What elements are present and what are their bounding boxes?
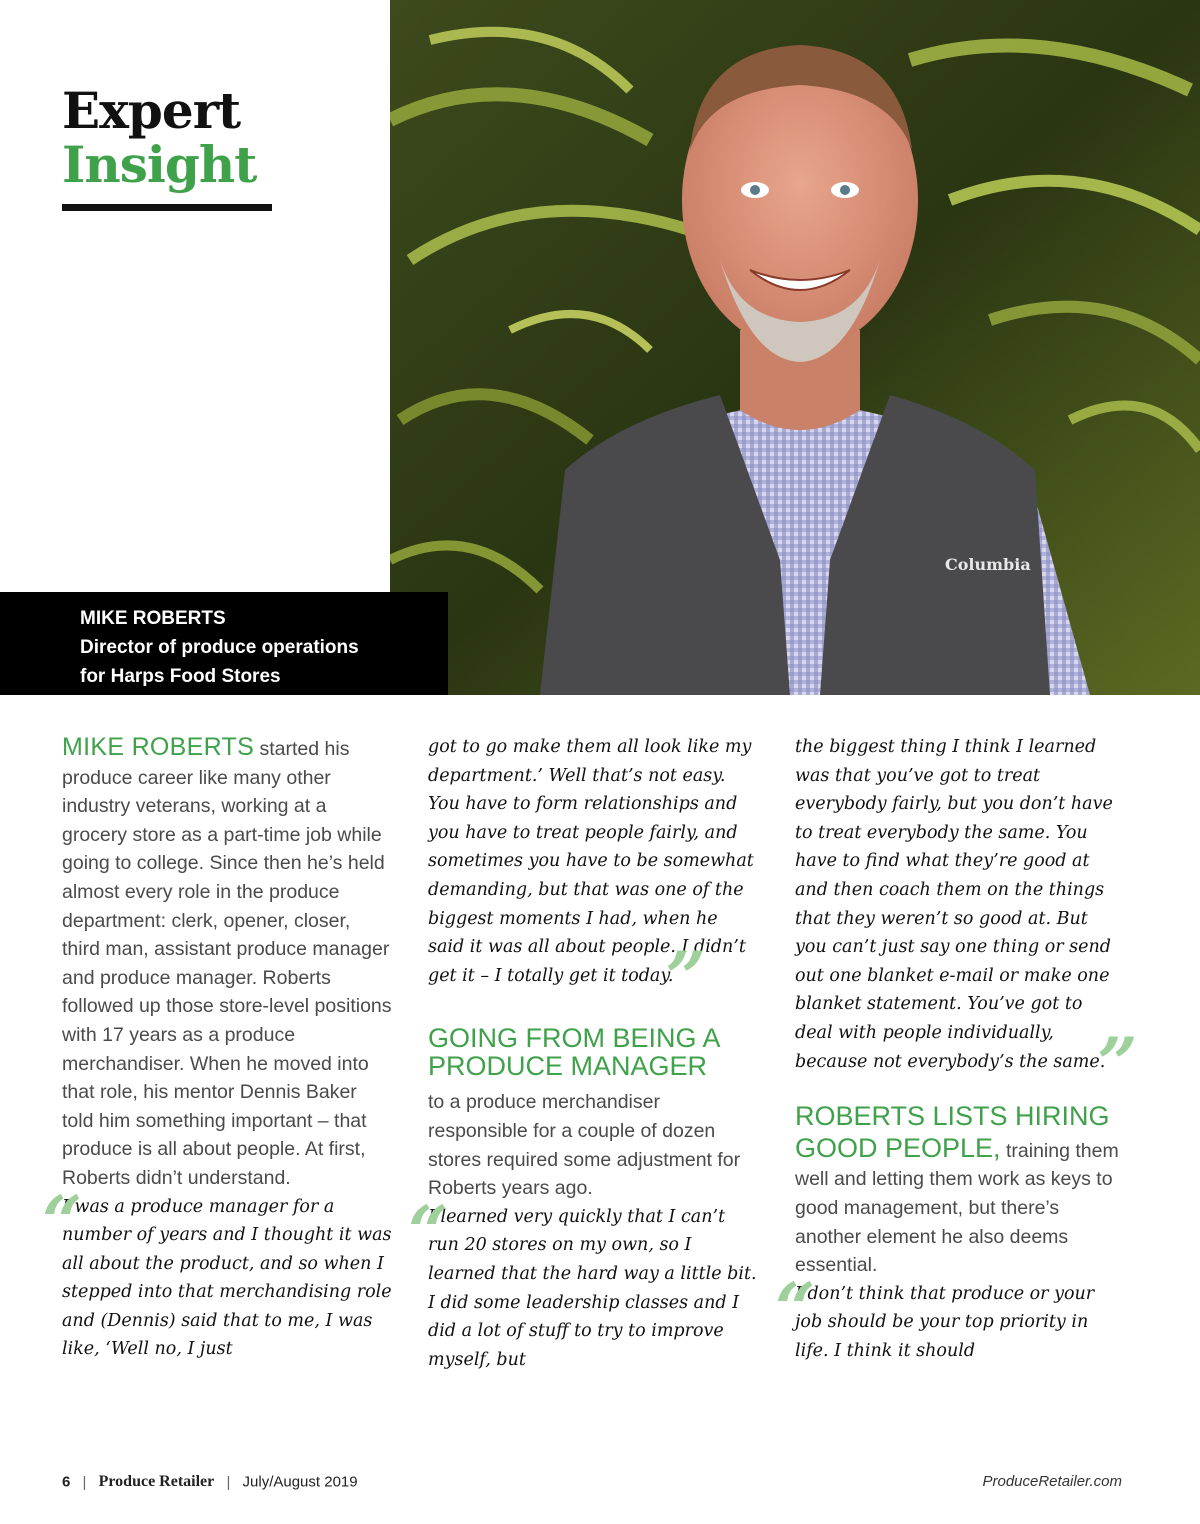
masthead-rule <box>62 204 272 211</box>
pull-quote-1-text: I was a produce manager for a number of years and I thought it was all about the product, and so when I stepped into that merchandising role and (Dennis) said that to me, I was like, ‘Well no, I just <box>62 1196 392 1360</box>
photo-caption <box>0 592 448 695</box>
article-column-3 <box>775 733 1138 1365</box>
pull-quote-2 <box>408 1189 758 1375</box>
footer-separator: | <box>82 1473 87 1491</box>
pull-quote-2-continued-text: the biggest thing I think I learned was that you’ve got to treat everybody fairly, but you don’t have to treat everybody the same. You have to find what they’re good at and then coach them on the things that they weren’t so good at. But you can’t just say one thing or send out one blanket e-mail or make one blanket statement. You’ve got to deal with people individually, because not everybody’s the same. <box>795 737 1113 1072</box>
masthead-line1: Expert <box>62 81 241 140</box>
publication-name: Produce Retailer <box>98 1473 215 1491</box>
open-quote-icon: “ <box>775 1266 816 1350</box>
pull-quote-3-text: I don’t think that produce or your job should be your top priority in life. I think it should <box>795 1283 1095 1361</box>
masthead-line2: Insight <box>62 135 257 194</box>
footer-separator: | <box>226 1473 231 1491</box>
subhead-2: ROBERTS LISTS HIRING GOOD PEOPLE, <box>795 1101 1110 1163</box>
lead-name: MIKE ROBERTS <box>62 733 255 761</box>
subhead-1: GOING FROM BEING A PRODUCE MANAGER <box>428 1023 720 1082</box>
article-column-2 <box>408 733 758 1374</box>
vest-logo: Columbia <box>945 555 1031 574</box>
pull-quote-2-continued <box>795 733 1138 1105</box>
pull-quote-2-text: I learned very quickly that I can’t run 20 stores on my own, so I learned that the hard way a little bit. I did some leadership classes and I did a lot of stuff to try to improve myself, but <box>428 1206 757 1370</box>
page-number: 6 <box>62 1473 71 1491</box>
pull-quote-1 <box>42 1179 392 1365</box>
caption-title-line1: Director of produce operations <box>80 637 359 658</box>
pull-quote-3 <box>775 1266 1125 1366</box>
page-footer <box>62 1473 1122 1497</box>
paragraph-2: to a produce merchandiser responsible for a couple of dozen stores required some adjustment for Roberts years ago. <box>428 1091 741 1200</box>
open-quote-icon: “ <box>408 1189 449 1273</box>
open-quote-icon: “ <box>42 1179 83 1263</box>
portrait-photo <box>390 0 1200 695</box>
paragraph-3-text: training them well and letting them work as keys to good management, but there’s another element he also deems essential. <box>795 1139 1119 1277</box>
caption-name: MIKE ROBERTS <box>80 608 226 629</box>
paragraph-3 <box>795 1102 1125 1280</box>
caption-title-line2: for Harps Food Stores <box>80 666 281 687</box>
pull-quote-1-continued <box>428 733 758 1019</box>
close-quote-icon: ” <box>1097 1021 1138 1105</box>
masthead <box>62 81 272 211</box>
article-column-1 <box>42 733 392 1364</box>
paragraph-1 <box>62 733 392 1193</box>
close-quote-icon: ” <box>665 935 706 1019</box>
issue-date: July/August 2019 <box>242 1473 358 1491</box>
website: ProduceRetailer.com <box>982 1473 1122 1490</box>
pull-quote-1-continued-text: got to go make them all look like my department.’ Well that’s not easy. You have to form relationships and you have to treat people fairly, and sometimes you have to be somewhat demanding, but that was one of the biggest moments I had, when he said it was all about people. I didn’t get it – I totally get it today. <box>428 737 754 986</box>
paragraph-1-text: started his produce career like many other industry veterans, working at a grocery store as a part-time job while going to college. Since then he’s held almost every role in the produce department: clerk, opener, closer, third man, assistant produce manager and produce manager. Roberts followed up those store-level positions with 17 years as a produce merchandiser. When he moved into that role, his mentor Dennis Baker told him something important – that produce is all about people. At first, Roberts didn’t understand. <box>62 738 392 1189</box>
